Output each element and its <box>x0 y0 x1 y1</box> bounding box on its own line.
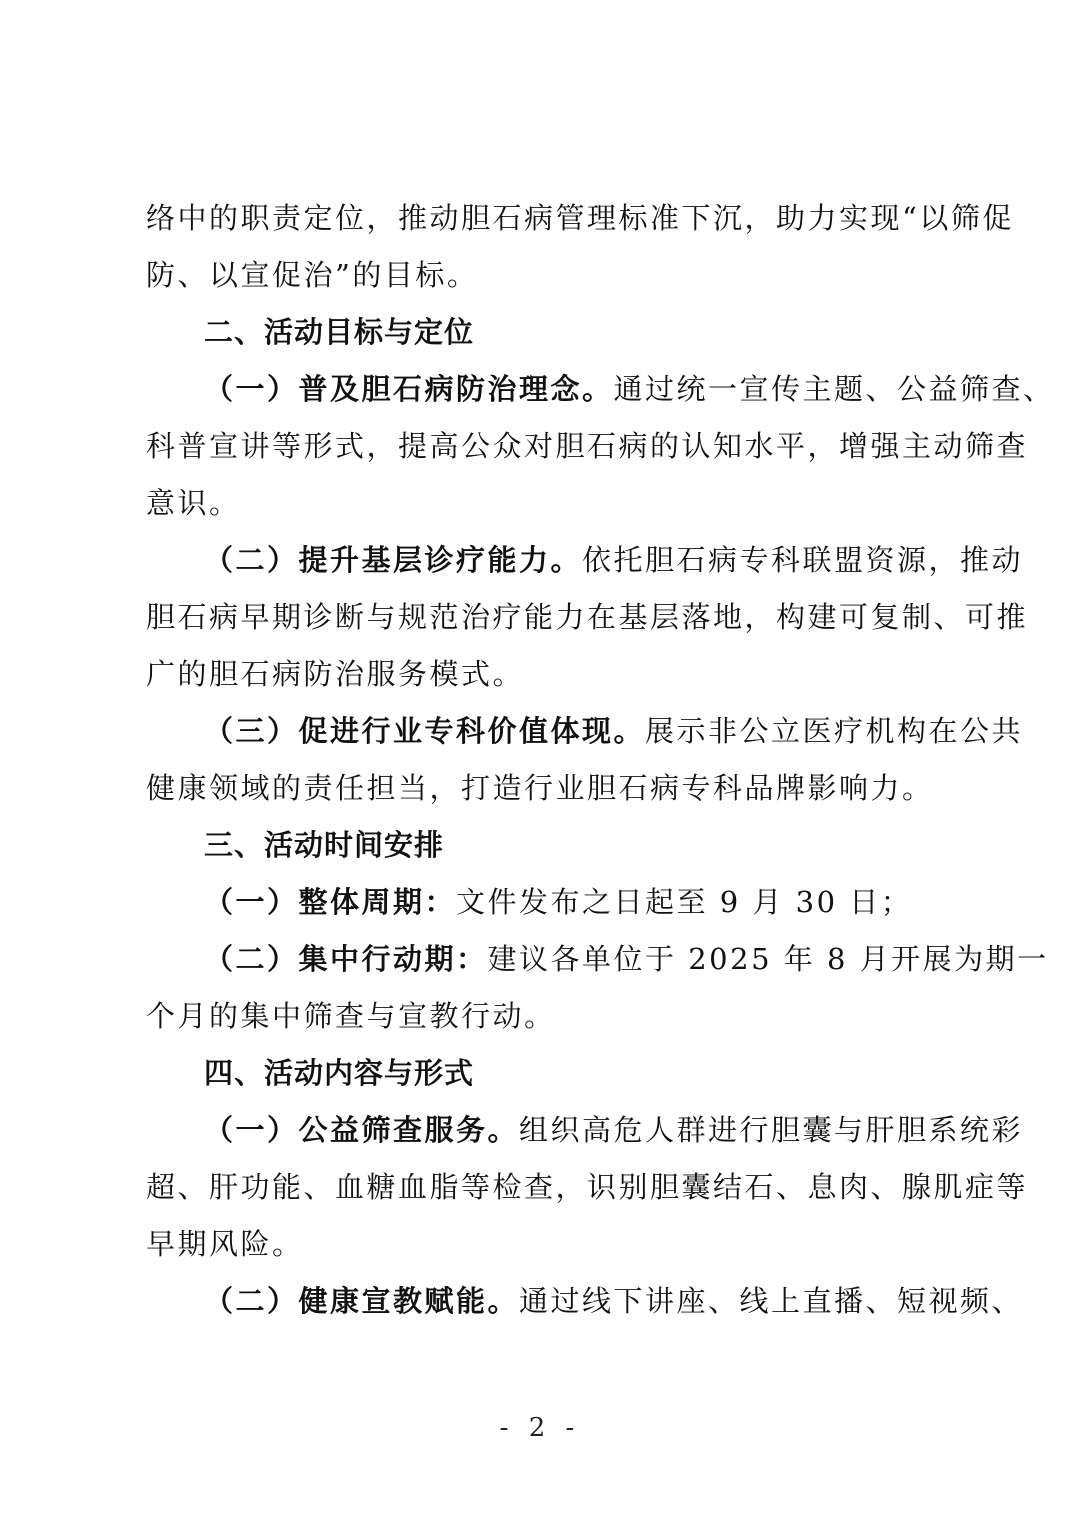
paragraph-line: 胆石病早期诊断与规范治疗能力在基层落地，构建可复制、可推 <box>146 600 1029 634</box>
paragraph-line <box>146 874 946 931</box>
paragraph-lead: （一）公益筛查服务。 <box>204 1113 520 1147</box>
paragraph-lead: （二）提升基层诊疗能力。 <box>204 543 583 577</box>
paragraph-lead: （一）普及胆石病防治理念。 <box>204 372 614 406</box>
paragraph-lead: （二）集中行动期： <box>204 942 488 976</box>
paragraph-text: 依托胆石病专科联盟资源，推动 <box>582 543 1024 577</box>
section-heading: 二、活动目标与定位 <box>204 315 475 349</box>
paragraph-line: 个月的集中筛查与宣教行动。 <box>146 999 556 1033</box>
paragraph-line <box>146 361 1055 418</box>
paragraph-text: 文件发布之日起至 9 月 30 日； <box>456 885 913 919</box>
paragraph-lead: （一）整体周期： <box>204 885 457 919</box>
paragraph-line <box>146 931 1049 988</box>
paragraph-line <box>146 532 1024 589</box>
paragraph-line: 络中的职责定位，推动胆石病管理标准下沉，助力实现“以筛促 <box>146 201 1014 235</box>
document-body <box>146 190 1055 1330</box>
section-heading: 四、活动内容与形式 <box>204 1056 475 1090</box>
paragraph-lead: （三）促进行业专科价值体现。 <box>204 714 646 748</box>
paragraph-text: 通过统一宣传主题、公益筛查、 <box>613 372 1055 406</box>
paragraph-line: 早期风险。 <box>146 1227 304 1261</box>
paragraph-line: 健康领域的责任担当，打造行业胆石病专科品牌影响力。 <box>146 771 934 805</box>
paragraph-text: 展示非公立医疗机构在公共 <box>645 714 1024 748</box>
paragraph-text: 建议各单位于 2025 年 8 月开展为期一 <box>487 942 1049 976</box>
paragraph-line: 超、肝功能、血糖血脂等检查，识别胆囊结石、息肉、腺肌症等 <box>146 1170 1029 1204</box>
page-number: - 2 - <box>499 1413 581 1443</box>
paragraph-lead: （二）健康宣教赋能。 <box>204 1284 520 1318</box>
section-heading: 三、活动时间安排 <box>204 828 445 862</box>
paragraph-text: 通过线下讲座、线上直播、短视频、 <box>519 1284 1024 1318</box>
paragraph-line: 防、以宣促治”的目标。 <box>146 258 479 292</box>
paragraph-line <box>146 1102 1024 1159</box>
paragraph-line: 广的胆石病防治服务模式。 <box>146 657 525 691</box>
paragraph-line: 意识。 <box>146 486 241 520</box>
paragraph-line <box>146 1273 1024 1330</box>
paragraph-line: 科普宣讲等形式，提高公众对胆石病的认知水平，增强主动筛查 <box>146 429 1029 463</box>
paragraph-text: 组织高危人群进行胆囊与肝胆系统彩 <box>519 1113 1024 1147</box>
paragraph-line <box>146 703 1024 760</box>
